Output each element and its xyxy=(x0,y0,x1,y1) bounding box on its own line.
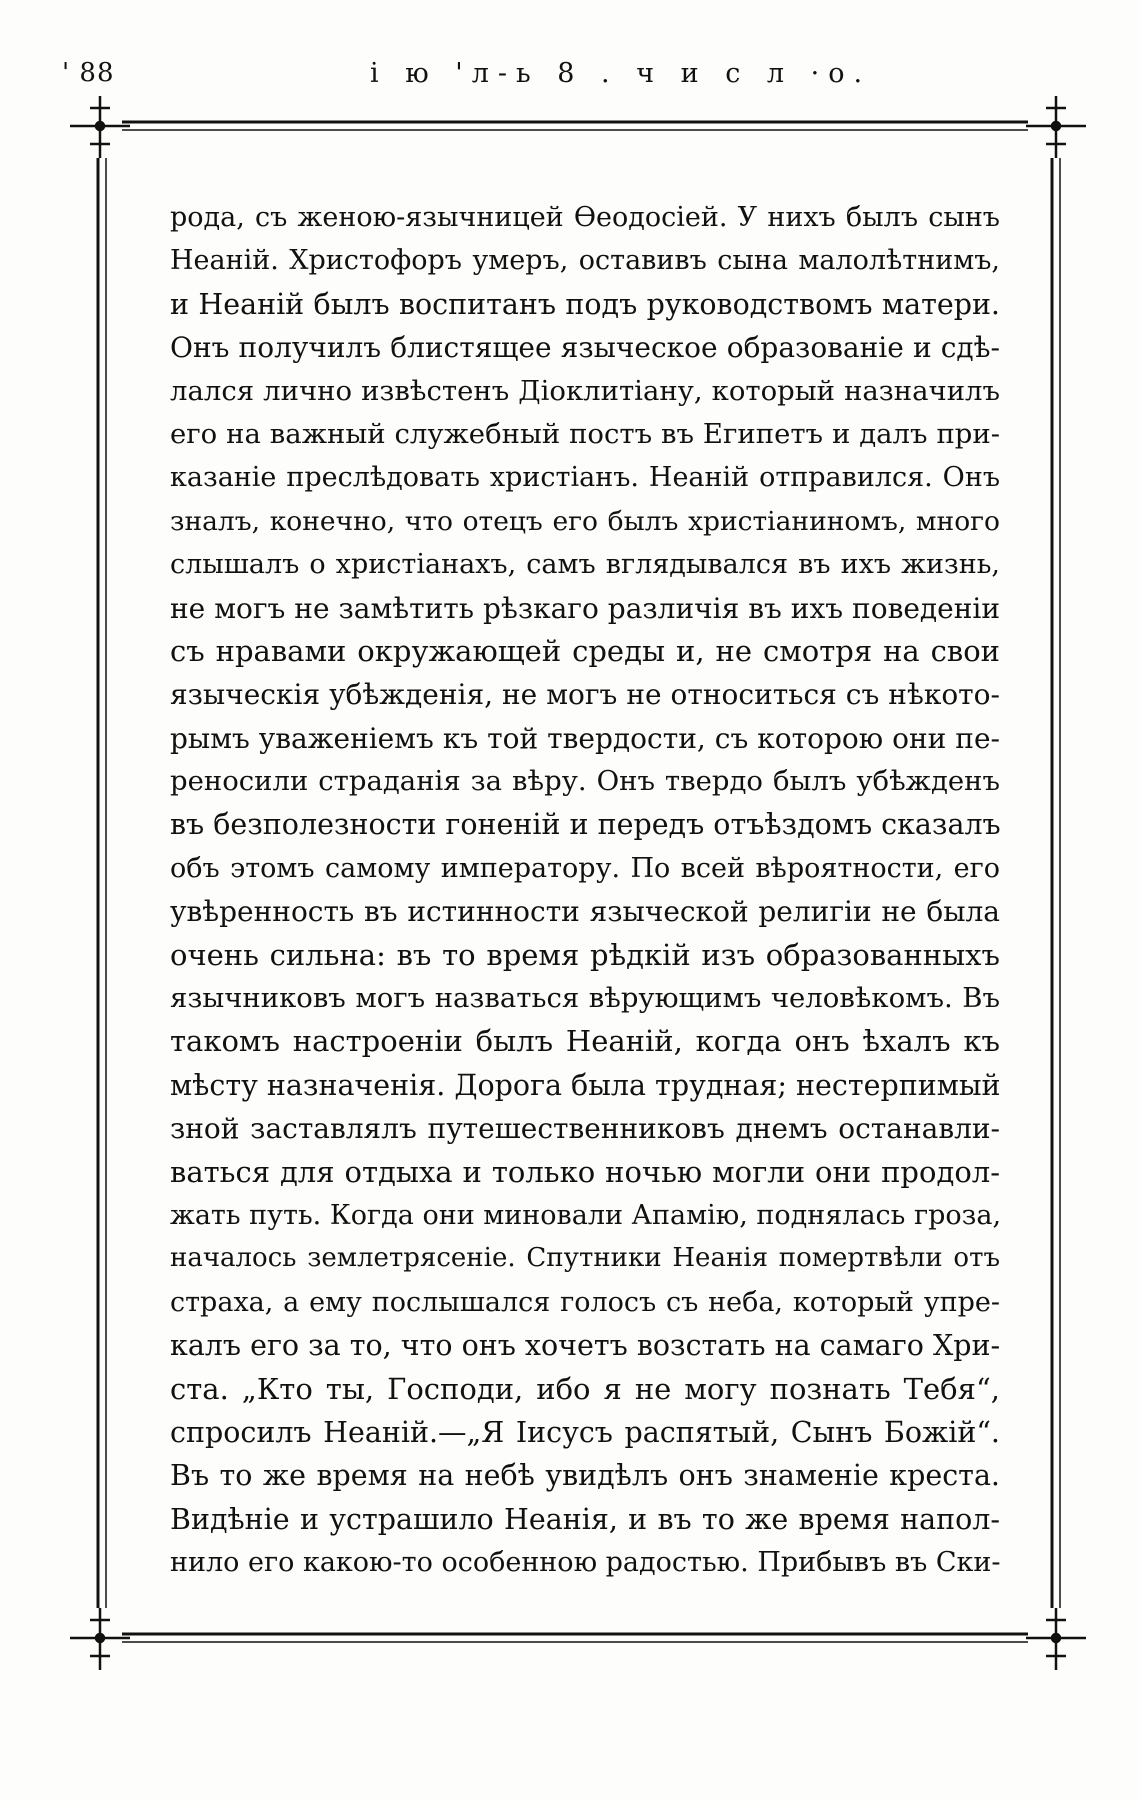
text-line: мѣсту назначенія. Дорога была трудная; нестерпимый xyxy=(170,1068,1001,1102)
text-line: язычниковъ могъ назваться вѣрующимъ человѣкомъ. Въ xyxy=(170,982,1000,1015)
text-line: ста. „Кто ты, Господи, ибо я не могу познать Тебя“, xyxy=(170,1371,1000,1406)
text-line: жать путь. Когда они миновали Апамію, поднялась гроза, xyxy=(170,1199,1002,1231)
text-line: ваться для отдыха и только ночью могли они продол- xyxy=(170,1154,1000,1189)
body-text xyxy=(170,196,1000,1585)
corner-cross-icon xyxy=(1026,96,1086,158)
running-head: і ю 'л-ь 8 . ч и с л ·о. xyxy=(370,58,872,89)
corner-cross-icon xyxy=(70,1608,1001,1670)
text-line: въ безполезности гоненій и передъ отъѣздомъ сказалъ xyxy=(170,808,1001,842)
text-line: лался лично извѣстенъ Діоклитіану, который назначилъ xyxy=(170,374,1000,407)
text-line: слышалъ о христіанахъ, самъ вглядывался въ ихъ жизнь, xyxy=(170,549,1000,581)
text-line: реносили страданія за вѣру. Онъ твердо былъ убѣжденъ xyxy=(170,765,1000,798)
text-line: его на важный служебный постъ въ Египетъ и далъ при- xyxy=(170,417,1000,450)
page-number: ' 88 xyxy=(62,58,115,88)
text-line: Въ то же время на небѣ увидѣлъ онъ знаменіе креста. xyxy=(170,1459,1000,1493)
text-line: не могъ не замѣтить рѣзкаго различія въ ихъ поведеніи xyxy=(170,591,1000,625)
text-line: очень сильна: въ то время рѣдкій изъ образованныхъ xyxy=(170,937,1000,972)
text-line: языческія убѣжденія, не могъ не относиться съ нѣкото- xyxy=(170,678,1000,712)
text-line: Видѣніе и устрашило Неанія, и въ то же время напол- xyxy=(170,1502,1000,1536)
text-line: рымъ уваженіемъ къ той твердости, съ которою они пе- xyxy=(170,721,1000,755)
text-line: началось землетрясеніе. Спутники Неанія помертвѣли отъ xyxy=(170,1243,1000,1274)
text-line: рода, съ женою-язычницей Ѳеодосіей. У нихъ былъ сынъ xyxy=(170,202,1000,233)
text-line: увѣренность въ истинности языческой религіи не была xyxy=(170,895,1000,929)
text-line: зналъ, конечно, что отецъ его былъ христіаниномъ, много xyxy=(170,505,1000,537)
corner-cross-icon xyxy=(1026,1608,1086,1670)
text-line: нило его какою-то особенною радостью. Прибывъ въ Ски- xyxy=(170,1547,1001,1579)
text-line: зной заставлялъ путешественниковъ днемъ останавли- xyxy=(170,1112,1000,1146)
text-line: и Неаній былъ воспитанъ подъ руководствомъ матери. xyxy=(170,287,1000,321)
text-line: страха, а ему послышался голосъ съ неба, который упре- xyxy=(170,1286,1000,1318)
corner-cross-icon xyxy=(70,96,130,158)
text-line: объ этомъ самому императору. По всей вѣроятности, его xyxy=(170,852,1000,884)
text-line: съ нравами окружающей среды и, не смотря на свои xyxy=(170,633,1000,668)
text-line: спросилъ Неаній.—„Я Іисусъ распятый, Сынъ Божій“. xyxy=(170,1415,1000,1449)
text-line: Неаній. Христофоръ умеръ, оставивъ сына малолѣтнимъ, xyxy=(170,245,1000,277)
text-line: Онъ получилъ блистящее языческое образованіе и сдѣ- xyxy=(170,331,1000,365)
text-line: такомъ настроеніи былъ Неаній, когда онъ ѣхалъ къ xyxy=(170,1024,1000,1059)
text-line: казаніе преслѣдовать христіанъ. Неаній отправился. Онъ xyxy=(170,462,1000,494)
text-line: калъ его за то, что онъ хочетъ возстать на самаго Хри- xyxy=(170,1329,1001,1363)
